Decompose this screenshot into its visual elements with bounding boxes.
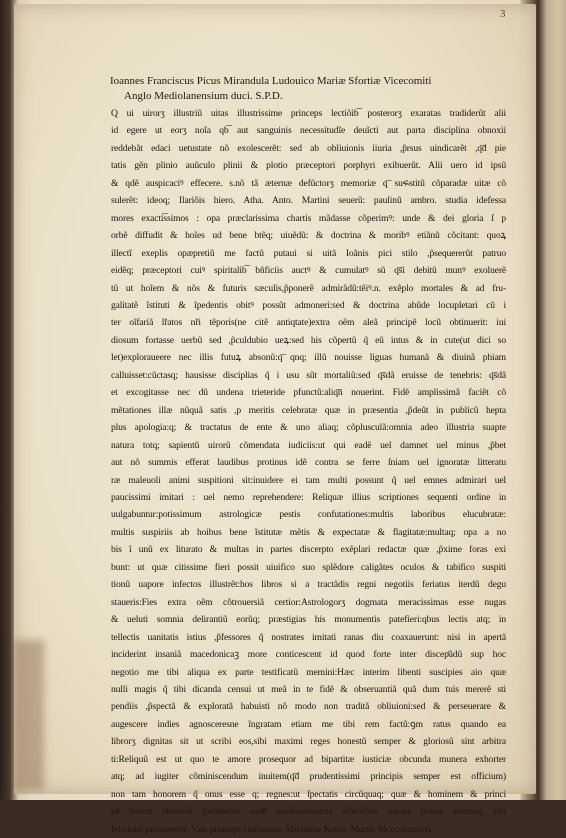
text-line: staueris:Fies extra oẽm cõtrouersiã certior:Astrologorʒ dogmata meracissimas esse nugas (111, 596, 506, 608)
text-line: mẽtationes illæ nũquã satis ,p meritis celebratæ quæ in præsentia ,p̃deũt in publicũ hepta (111, 404, 506, 416)
text-line: sulerẽt: ideoq; Ilariõis hiero. Atha. Anto. Martini seuerũ: paulinũ ambro. studia idefessa (111, 195, 506, 207)
text-line: inciderint insaniã macedonicaꝫ more conticescent id quod forte inter discepͭãdũ sup hoc (111, 649, 506, 661)
text-line: tellectis uanitatis istius ,p̃fessores q̃ nostrates imitati ranas diu coaxauerunt: nisi in apertã (111, 631, 506, 643)
text-line: augescere indies agnosceresne ĩngratam etiam me tibi rem factũ:ꝯm ratus quando ea (111, 718, 506, 730)
corner-mark: 3 (500, 8, 506, 20)
text-line: uulgabuntur:potissimum astrologicæ pestis confutationes:multis laboribus elucubratæ: (111, 509, 506, 521)
text-line: id egere ut eorʒ noĩa qb͞ aut sanguinis necessitudĩe deuĩcti aut parta disciplina obnoxii (111, 125, 506, 137)
letter-body (111, 105, 506, 838)
text-line: & qdẽ auspicaciꝰ effecere. s.nõ tã æternæ defũctorʒ memoriæ q͞ suፍstitũ cõparadæ uitæ cõ (111, 177, 506, 189)
heading-line: Ioannes Franciscus Picus Mirandula Ludouico Mariæ Sfortiæ Vicecomiti (110, 75, 432, 87)
text-line: atq; ad iugiter cõminiscendum inuitem(q͞d prudentissimi principis semper est officium) (111, 771, 506, 783)
text-line: natura totq; sapientũ uirorũ cõmendata iudiciis:ut qui eadẽ uel damnet uel minus ,p̃bet (111, 439, 506, 451)
text-line: tũ ut hoĩem & nõs & futuris sæculis,p̃ponerẽ admirãdũ:tẽiꝰ.n. exẽplo mortales & ad fru- (111, 282, 506, 294)
text-line: ter oĩfariã lřatos nři tẽporis(ne citẽ antiqtate)extra oẽm aleã principẽ locũ obtinuerit: iui (111, 317, 506, 329)
text-line: ti:Reliquũ est ut quo te amore prosequor ad bipartitæ iusticiæ obcunda munera exhorter (111, 753, 506, 765)
text-line: let)exploraueere nec illis futuꝝ absonũ:q͞ qnq; illũ nouisse liguas humanã & diuinã phiam (111, 352, 506, 364)
text-line: felicitatẽ promererer: Vale princeps clarissime: Mirãdulæ Kalen. Martii. Mcccclxxxxvi. (111, 823, 434, 835)
text-line: plus apologia:q; & tractatus de ente & uno aliaq; cõplusculã:omnia adeo illustria suapte (111, 422, 506, 434)
letter-heading (110, 74, 505, 104)
text-line: illectĩ exeplis opæpretiũ me factũ putaui si uitã Ioãnis pici stilo ,p̃sequererũt patruo (111, 247, 506, 259)
text-line: calluisset:cũctasq; hausisse disciplias q̃ i usu sũt mortaliũ:sed q͞sdã eruisse de tenebris: q͞sdã (111, 369, 506, 381)
text-line: et excogitasse nec dũ undena trieteride pfunctũ:aliq͞n nouerint. Fidẽ amplissimã faciẽt cõ (111, 387, 506, 399)
text-line: negotio me tibi aliqua ex parte testificatũ memini:Hæc interim libenti suscipies aio quæ (111, 666, 506, 678)
text-line: galitatẽ ĩstituti & ĩpedentis obitꝰ possũt admoneri:sed & doctrina abũde locupletari cũ i (111, 299, 506, 311)
text-line: eidẽq; præceptori cuiꝰ spiritalib͞ bñficiis auctꝰ & cumulatꝰ sũ q͞si debitũ munꝰ exoluerẽ (111, 265, 506, 277)
text-line: diosum fortasse uerbũ sed ,p̃culdubio ueꝝ:sed his cõpertũ q̃ eũ intus & in cute(ut dici so (111, 334, 506, 346)
page-stain (14, 640, 44, 790)
text-line: reddebãt edaci uetustate nõ exolescerẽt: sed ab obliuionis iiuria ,p̃rsus uindicarẽt ,q͞d pie (111, 142, 506, 154)
text-line: orbẽ diffudit & hoĩes ud bene btẽq; uiuẽdũ: & doctrina & moribꝰ etiãnũ cõcitant: quoꝝ (111, 230, 506, 242)
page-gutter (538, 0, 566, 800)
text-line: & ueluti somnia delirantiũ eorũq; præstigias his monumentis patefieri:qbus lectis atq; in (111, 614, 506, 626)
heading-line: Anglo Mediolanensium duci. S.P.D. (124, 90, 283, 102)
text-line: mores exacti͞ssimos : opa præclarissima chartis mãdasse cõperimꝰ: unde & dei gloria ſ p (111, 212, 506, 224)
text-line: Q ui uirorʒ illustriũ uitas illustrissime princeps lectiõib͞ posterorʒ exaratas tradiderũt alii (111, 108, 506, 119)
text-line: ræ maleuoli animi suspitioni sit:inuidere ei tam multi possunt q̃ uel emnes admirari uel (111, 474, 506, 486)
text-line: bunt: ut quæ citissime fieri possit uiuifico suo splẽdore caligãtes oculos & tabifico suspiti (111, 561, 506, 573)
text-line: pẽ hoiem obsideãt ĩpedimẽtis eadẽ moderatissimis affectibus supare possis æternaq; tibi (111, 806, 506, 818)
text-line: librorʒ dignitas sit ut scribi eos,sibi maximi reges honestũ semper & gloriosũ sint arbitra (111, 736, 506, 748)
text-line: multis suspiriis ab hoibus bene ĩstitutæ mẽtis & expectatæ & flagitatæ:multaq; opa a no (111, 526, 506, 538)
text-line: pendiis ,p̃spectã & exploratã habuisti nõ modo non traditã obliuioni:sed & perseuerare & (111, 701, 506, 713)
text-line: nulli magis q̃ tibi dicanda censui ut meã in te fidẽ & obseruantiã quã dum tuis mererẽ sti (111, 683, 506, 695)
text-line: non tam honorem q̃ onus esse q; regnes:ut ſpectatis circũquaq; quæ & hominem & princi (111, 788, 506, 800)
text-line: tatis gẽn plinio auũculo plinii & plotio præceptori porphyri exibuerũt. Alii uero id ipsũ (111, 160, 506, 172)
text-line: aut nõ summis efferat laudibus protinus idẽ contra se ferre ſniam uel ignoratæ litteratu (111, 457, 506, 469)
text-line: paucissimi imitari : uel nemo reprehendere: Reliquæ illius scriptiones sequenti ordine in (111, 491, 506, 503)
text-line: tionũ uapore infectos illustrẽt:hos libros si a tractãdis regni negotiis feriatus iterdũ degu (111, 579, 506, 591)
text-line: bis ĩ unũ ex liturato & multas in partes discerpto exẽplari redactæ quæ ,p̃xime foras exi (111, 544, 506, 556)
